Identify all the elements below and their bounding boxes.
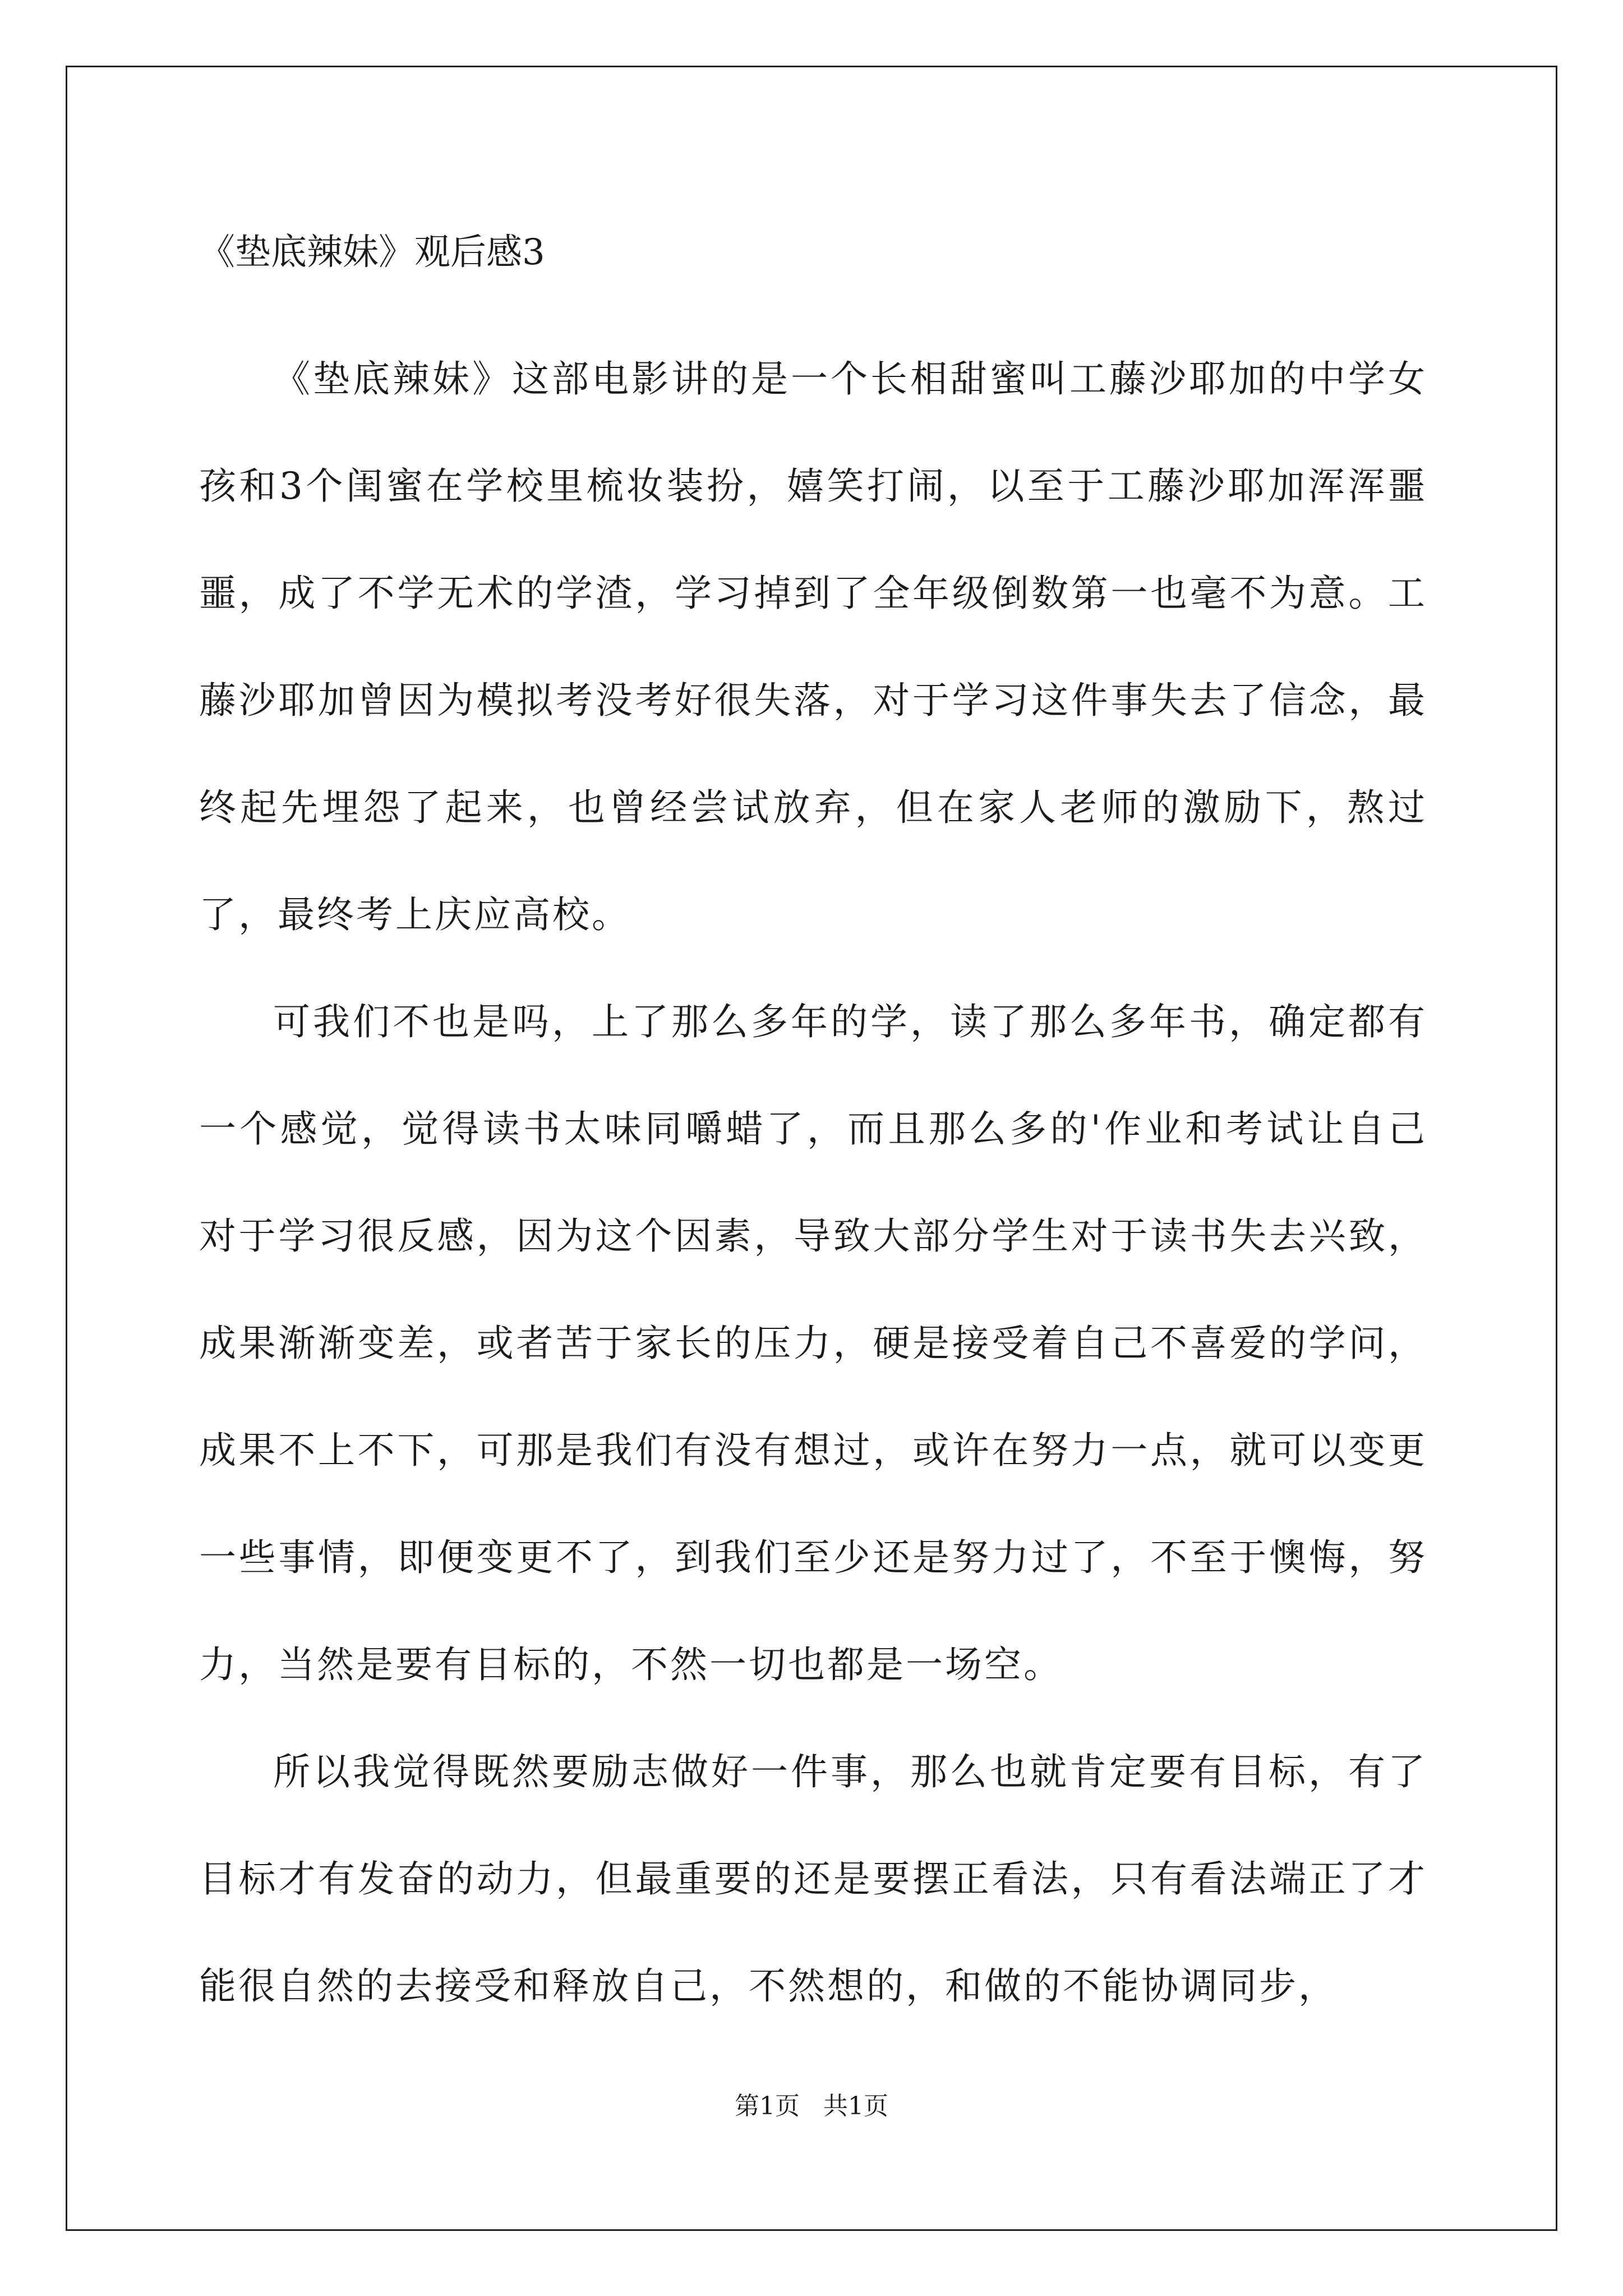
paragraph-1: 《垫底辣妹》这部电影讲的是一个长相甜蜜叫工藤沙耶加的中学女孩和3个闺蜜在学校里梳妆装扮，嬉笑打闹，以至于工藤沙耶加浑浑噩噩，成了不学无术的学渣，学习掉到了全年级倒数第一也毫不为意。工藤沙耶加曾因为模拟考没考好很失落，对于学习这件事失去了信念，最终起先埋怨了起来，也曾经尝试放弃，但在家人老师的激励下，熬过了，最终考上庆应高校。 [199,357,1427,936]
paragraph-3: 所以我觉得既然要励志做好一件事，那么也就肯定要有目标，有了目标才有发奋的动力，但最重要的还是要摆正看法，只有看法端正了才能很自然的去接受和释放自己，不然想的，和做的不能协调同步， [199,1750,1427,2008]
page-footer [0,2090,1623,2123]
paragraph-2: 可我们不也是吗，上了那么多年的学，读了那么多年书，确定都有一个感觉，觉得读书太味同嚼蜡了，而且那么多的'作业和考试让自己对于学习很反感，因为这个因素，导致大部分学生对于读书失去兴致，成果渐渐变差，或者苦于家长的压力，硬是接受着自己不喜爱的学问，成果不上不下，可那是我们有没有想过，或许在努力一点，就可以变更一些事情，即便变更不了，到我们至少还是努力过了，不至于懊悔，努力，当然是要有目标的，不然一切也都是一场空。 [199,1000,1427,1686]
document-title: 《垫底辣妹》观后感3 [199,232,545,273]
document-body [199,219,1427,2040]
page-number-total: 共1页 [823,2092,888,2120]
page-number-current: 第1页 [735,2092,800,2120]
